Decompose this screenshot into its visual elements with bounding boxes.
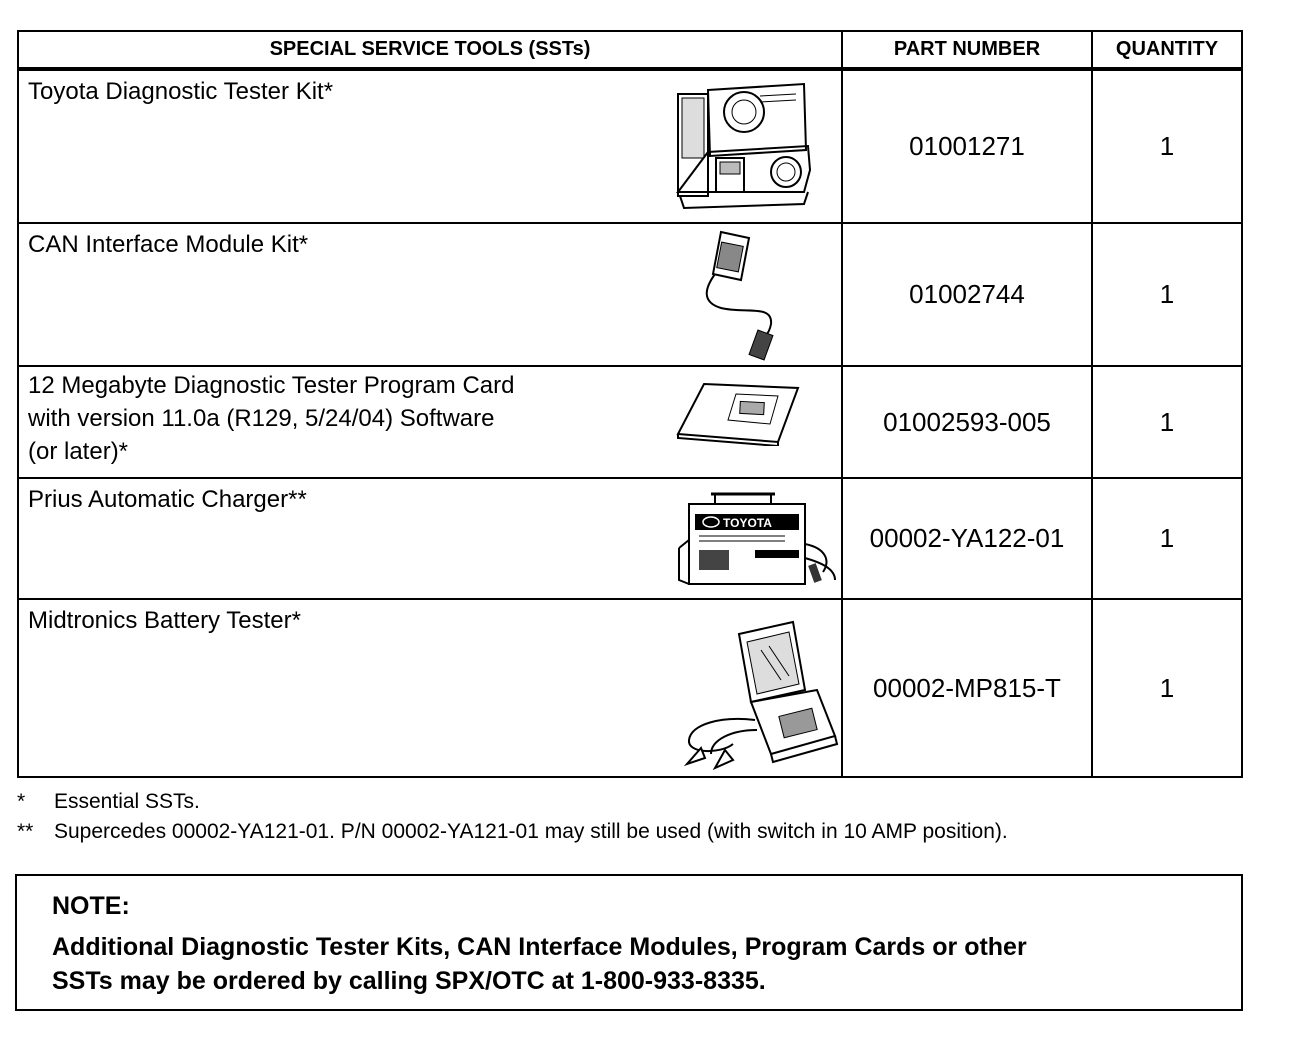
footnote-text: Essential SSTs. (54, 790, 200, 813)
quantity: 1 (1159, 523, 1175, 553)
note-body (52, 930, 1202, 998)
note-line: Additional Diagnostic Tester Kits, CAN Interface Modules, Program Cards or other (52, 933, 1027, 961)
note-line: SSTs may be ordered by calling SPX/OTC at 1-800-933-8335. (52, 967, 766, 995)
part-number: 01001271 (909, 131, 1025, 161)
tool-name-line: with version 11.0a (R129, 5/24/04) Software (28, 405, 495, 432)
note-title: NOTE: (52, 892, 130, 920)
part-number: 00002-MP815-T (873, 672, 1061, 703)
header-part-number: PART NUMBER (893, 38, 1041, 60)
battery-charger-icon (675, 488, 839, 588)
quantity: 1 (1159, 131, 1175, 161)
part-number: 01002744 (909, 279, 1025, 309)
quantity: 1 (1159, 406, 1175, 437)
program-card-icon (674, 380, 804, 446)
quantity: 1 (1159, 672, 1175, 703)
footnote-text: Supercedes 00002-YA121-01. P/N 00002-YA121-01 may still be used (with switch in 10 AMP position). (54, 820, 1008, 843)
part-number: 00002-YA122-01 (869, 523, 1065, 553)
tool-name-line: 12 Megabyte Diagnostic Tester Program Card (28, 372, 515, 399)
tool-name: Midtronics Battery Tester* (28, 607, 301, 634)
part-number: 01002593-005 (883, 406, 1051, 437)
can-interface-module-icon (695, 228, 785, 362)
tool-name-line: (or later)* (28, 438, 129, 465)
header-tools: SPECIAL SERVICE TOOLS (SSTs) (269, 38, 591, 60)
footnote-mark: * (17, 790, 26, 813)
quantity: 1 (1159, 279, 1175, 309)
tool-name-multiline (19, 367, 659, 477)
footnote (17, 790, 1277, 816)
tool-name: Toyota Diagnostic Tester Kit* (28, 78, 334, 105)
diagnostic-tester-kit-icon (674, 80, 814, 210)
battery-tester-icon (681, 620, 841, 770)
footnote-mark: ** (17, 820, 34, 843)
note-box (15, 874, 1243, 1011)
tool-name: Prius Automatic Charger** (28, 486, 307, 513)
footnote (17, 820, 1277, 846)
sst-table (17, 30, 1243, 778)
charger-logo-text: TOYOTA (723, 516, 772, 530)
header-quantity: QUANTITY (1115, 38, 1219, 60)
tool-name: CAN Interface Module Kit* (28, 231, 309, 258)
